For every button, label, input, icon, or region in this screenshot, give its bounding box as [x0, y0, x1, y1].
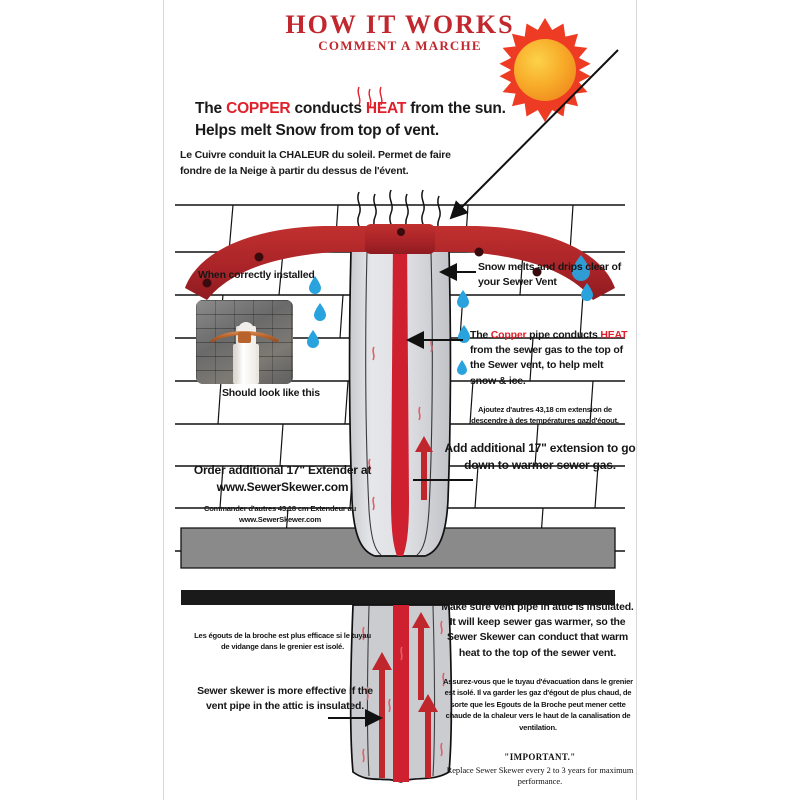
- leader-sun-to-cap: [451, 50, 618, 218]
- important-notice-body: Replace Sewer Skewer every 2 to 3 years for maximum performance.: [446, 766, 634, 787]
- heat-wave-lines-red: [358, 87, 382, 107]
- headline-line2: Helps melt Snow from top of vent.: [195, 122, 439, 140]
- installed-vent-photo: [196, 300, 293, 384]
- annotation-extension-english: Add additional 17" extension to go down to warmer sewer gas.: [444, 441, 636, 473]
- headline-french: Le Cuivre conduit la CHALEUR du soleil. Permet de faire fondre de la Neige à partir du dessus de l'évent.: [180, 149, 451, 177]
- page-subtitle: COMMENT A MARCHE: [318, 38, 482, 53]
- order-website-link[interactable]: www.SewerSkewer.com: [216, 480, 349, 495]
- photo-copper-skewer-icon: [208, 330, 281, 344]
- order-line-1: Order additional 17" Extender at: [193, 463, 372, 477]
- copper-pipe-heat-word: HEAT: [600, 329, 628, 341]
- copper-skewer-rod-upper: [391, 240, 409, 556]
- annotation-attic-french: Assurez-vous que le tuyau d'évacuation dans le grenier est isolé. Il va garder les gaz d'égout de plus chaud, de sorte que les Egouts de la Broche peut mener cette chaude de la chaleur vers le haut de la canalisation de ventilation.: [443, 677, 633, 732]
- headline-line1-part-c: from the sun.: [406, 100, 506, 117]
- annotation-when-installed: When correctly installed: [198, 269, 315, 281]
- annotation-attic-english: Make sure vent pipe in attic is insulated. It will keep sewer gas warmer, so the Sewer Skewer can conduct that warm heat to the top of the sewer vent.: [441, 601, 634, 659]
- annotation-copper-pipe: [470, 328, 630, 389]
- annotation-should-look: Should look like this: [222, 387, 320, 399]
- annotation-snow-melts: Snow melts and drips clear of your Sewer Vent: [478, 261, 621, 289]
- copper-skewer-rod-attic: [393, 605, 409, 782]
- copper-cap-left: [185, 226, 368, 300]
- copper-pipe-copper-word: Copper: [490, 329, 527, 341]
- headline-line1-part-b: conducts: [290, 100, 366, 117]
- copper-pipe-part-a: The: [470, 329, 491, 341]
- annotation-left-english: Sewer skewer is more effective if the vent pipe in the attic is insulated.: [197, 685, 373, 713]
- order-fr-website-link[interactable]: www.SewerSkewer.com: [238, 515, 322, 525]
- copper-pipe-part-c: from the sewer gas to the top of the Sewer vent, to help melt snow & ice.: [470, 344, 623, 387]
- headline-line1-part-a: The: [195, 100, 227, 117]
- order-fr-line-1: Commander d'autres 43,18 cm Extendeur au: [203, 504, 357, 513]
- annotation-extension-french: Ajoutez d'autres 43,18 cm extension de descendre à des températures gaz d'égout.: [471, 405, 619, 426]
- important-notice-title: "IMPORTANT.": [504, 752, 576, 762]
- page-title: HOW IT WORKS: [285, 10, 515, 39]
- annotation-order-extender: [175, 462, 390, 497]
- copper-pipe-part-b: pipe conducts: [526, 329, 601, 341]
- headline-copper-word: COPPER: [226, 100, 291, 117]
- annotation-order-french: [180, 503, 380, 526]
- headline-heat-word: HEAT: [365, 100, 407, 117]
- annotation-left-french: Les égouts de la broche est plus efficace si le tuyau de vidange dans le grenier est isolé.: [194, 631, 371, 652]
